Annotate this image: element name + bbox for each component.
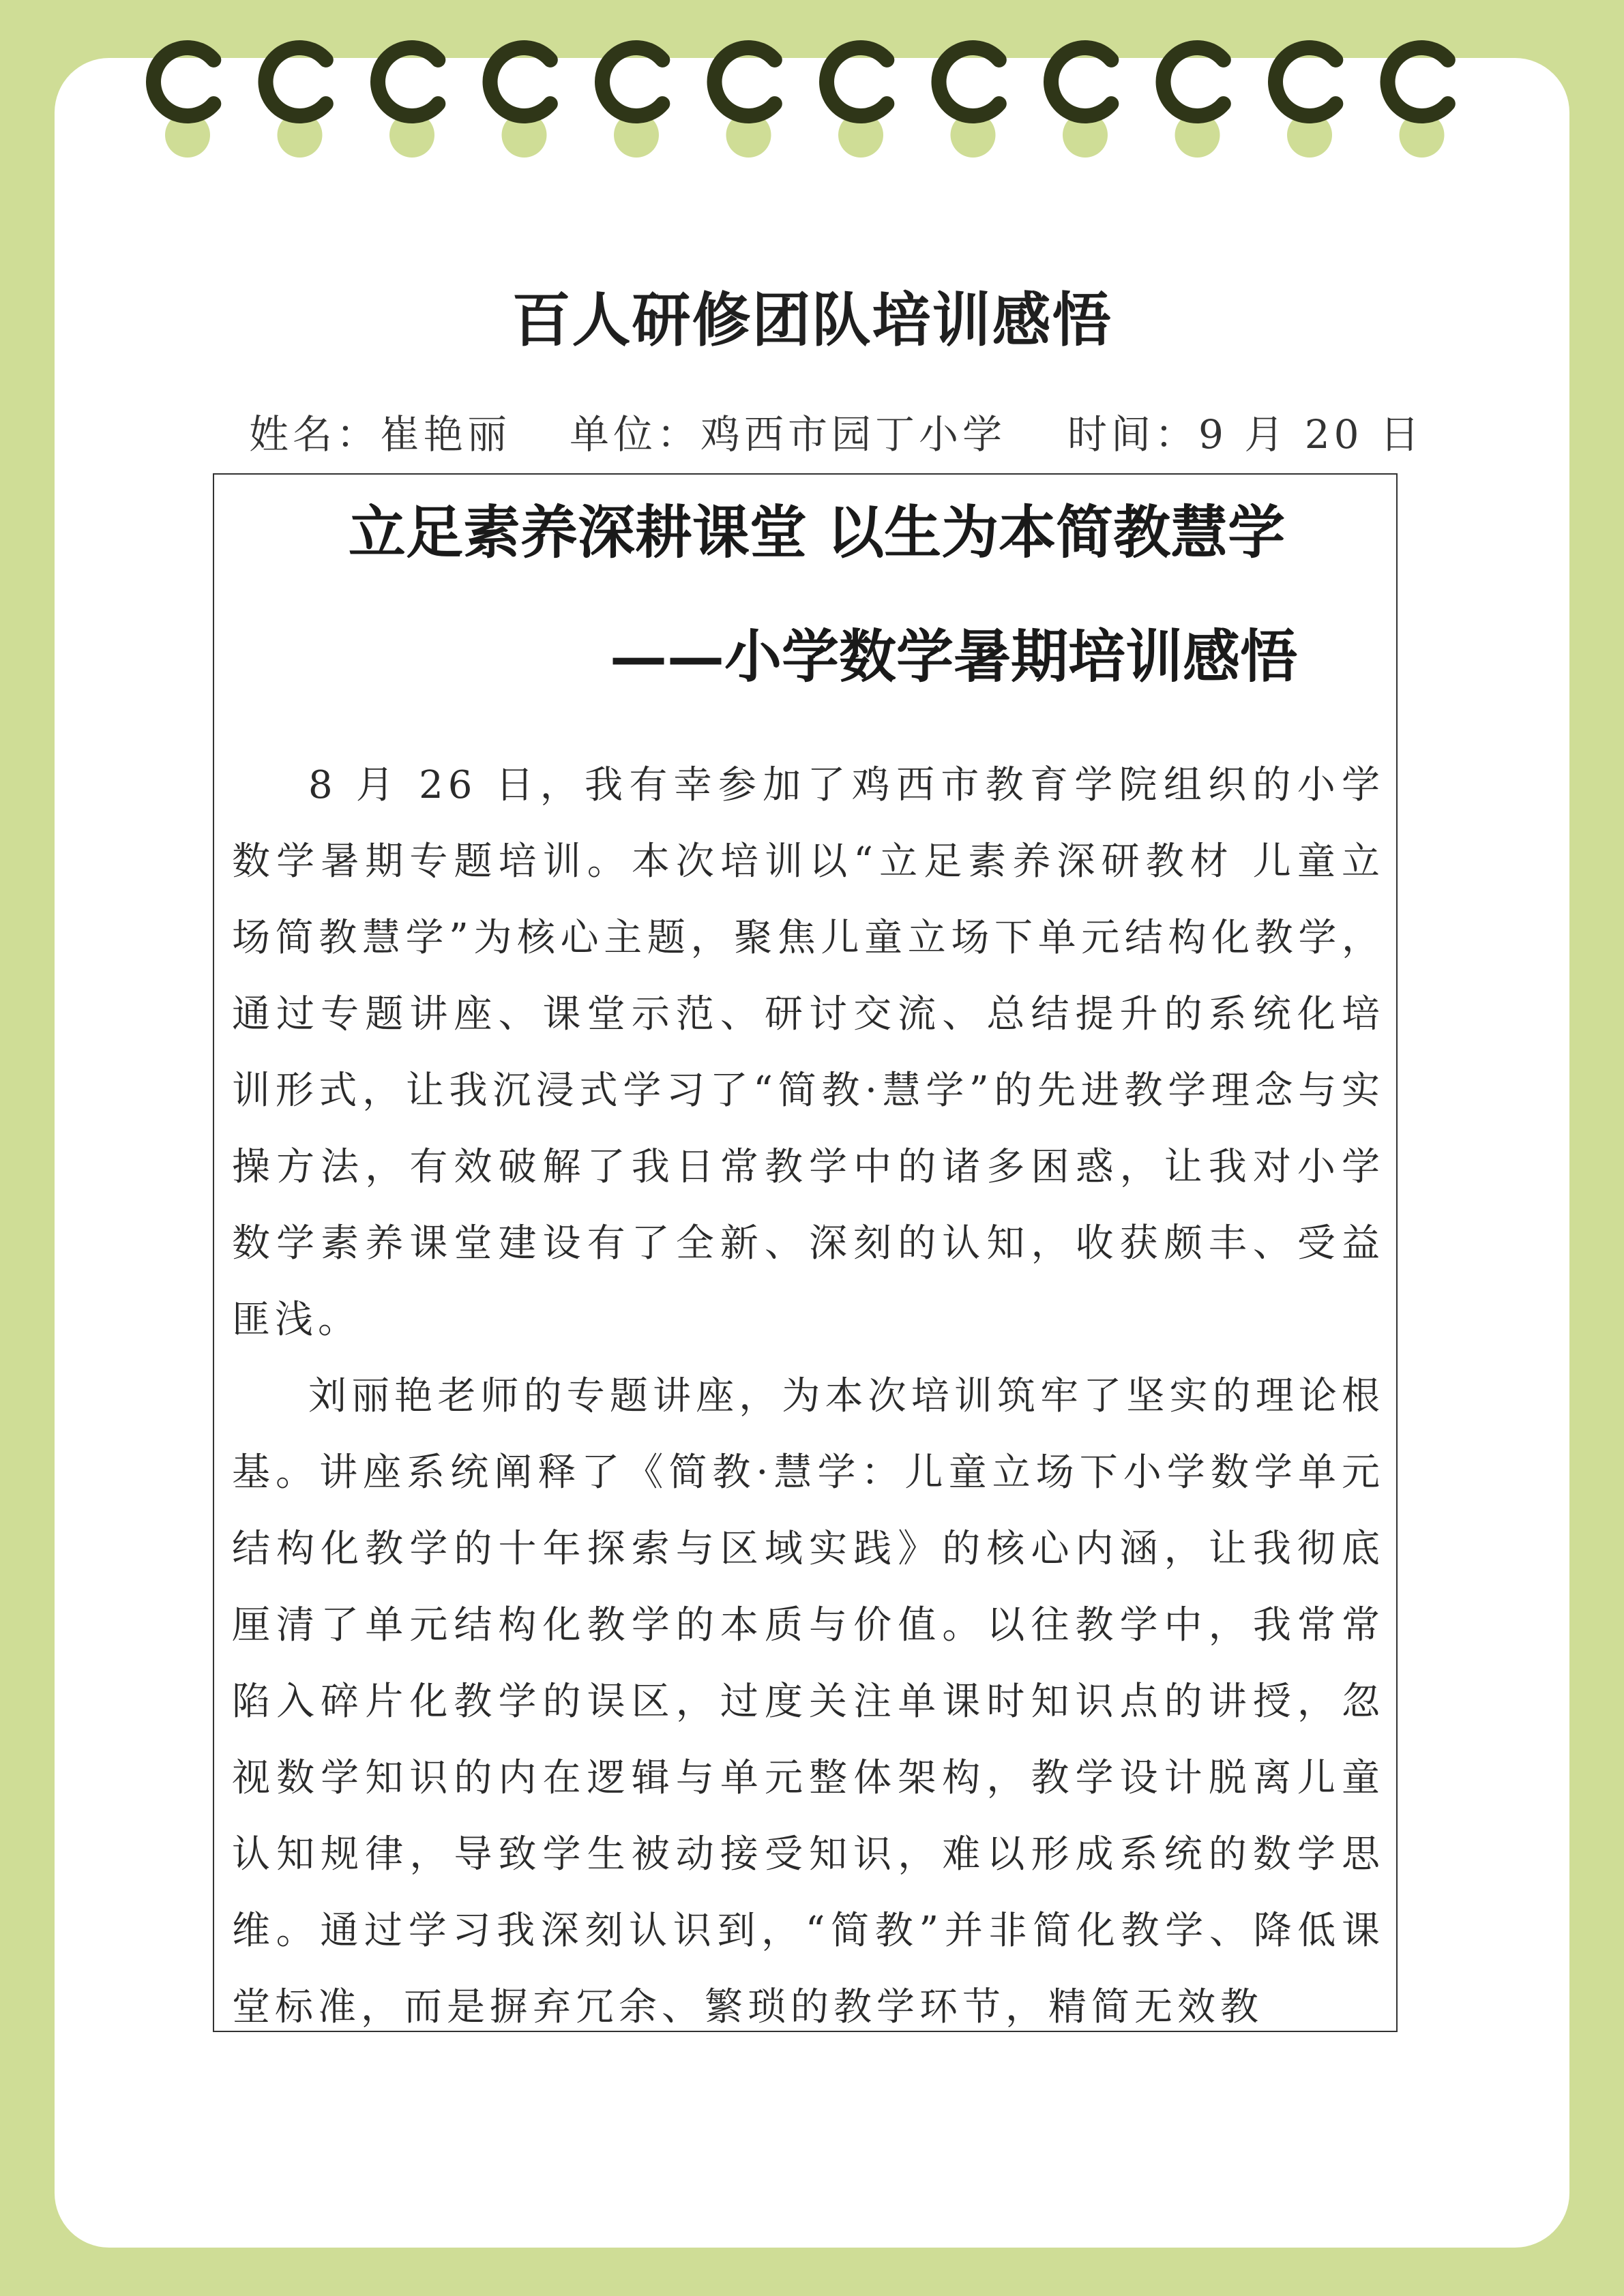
binding-ring <box>265 48 325 116</box>
author-meta-line <box>249 402 1424 458</box>
binding-ring <box>827 48 887 116</box>
author-unit: 单位：鸡西市园丁小学 <box>570 411 1007 458</box>
document-title: 百人研修团队培训感悟 <box>512 286 1112 355</box>
binding-ring <box>1164 48 1224 116</box>
binding-ring <box>1388 48 1448 116</box>
article-title: 立足素养深耕课堂 以生为本简教慧学 <box>348 498 1286 566</box>
article-body <box>232 747 1385 2032</box>
binding-ring <box>378 48 438 116</box>
binding-ring <box>602 48 662 116</box>
report-date: 时间：9 月 20 日 <box>1067 411 1424 458</box>
spiral-binding <box>0 0 1624 177</box>
binding-ring <box>715 48 775 116</box>
article-subtitle: ——小学数学暑期培训感悟 <box>609 623 1297 690</box>
article-box <box>213 473 1398 2032</box>
binding-ring <box>490 48 550 116</box>
author-name: 姓名：崔艳丽 <box>249 411 512 458</box>
binding-ring <box>153 48 213 116</box>
binding-ring <box>1051 48 1111 116</box>
paragraph-2: 刘丽艳老师的专题讲座，为本次培训筑牢了坚实的理论根基。讲座系统阐释了《简教·慧学：儿童立场下小学数学单元结构化教学的十年探索与区域实践》的核心内涵，让我彻底厘清了单元结构化教学的本质与价值。以往教学中，我常常陷入碎片化教学的误区，过度关注单课时知识点的讲授，忽视数学知识的内在逻辑与单元整体架构，教学设计脱离儿童认知规律，导致学生被动接受知识，难以形成系统的数学思维。通过学习我深刻认识到，“简教”并非简化教学、降低课堂标准，而是摒弃冗余、繁琐的教学环节，精简无效教 <box>232 1374 1385 2029</box>
paragraph-1: 8 月 26 日，我有幸参加了鸡西市教育学院组织的小学数学暑期专题培训。本次培训以“立足素养深研教材 儿童立场简教慧学”为核心主题，聚焦儿童立场下单元结构化教学，通过专题讲座、课堂示范、研讨交流、总结提升的系统化培训形式，让我沉浸式学习了“简教·慧学”的先进教学理念与实操方法，有效破解了我日常教学中的诸多困惑，让我对小学数学素养课堂建设有了全新、深刻的认知，收获颇丰、受益匪浅。 <box>232 763 1385 1342</box>
binding-ring <box>939 48 999 116</box>
binding-ring <box>1275 48 1335 116</box>
